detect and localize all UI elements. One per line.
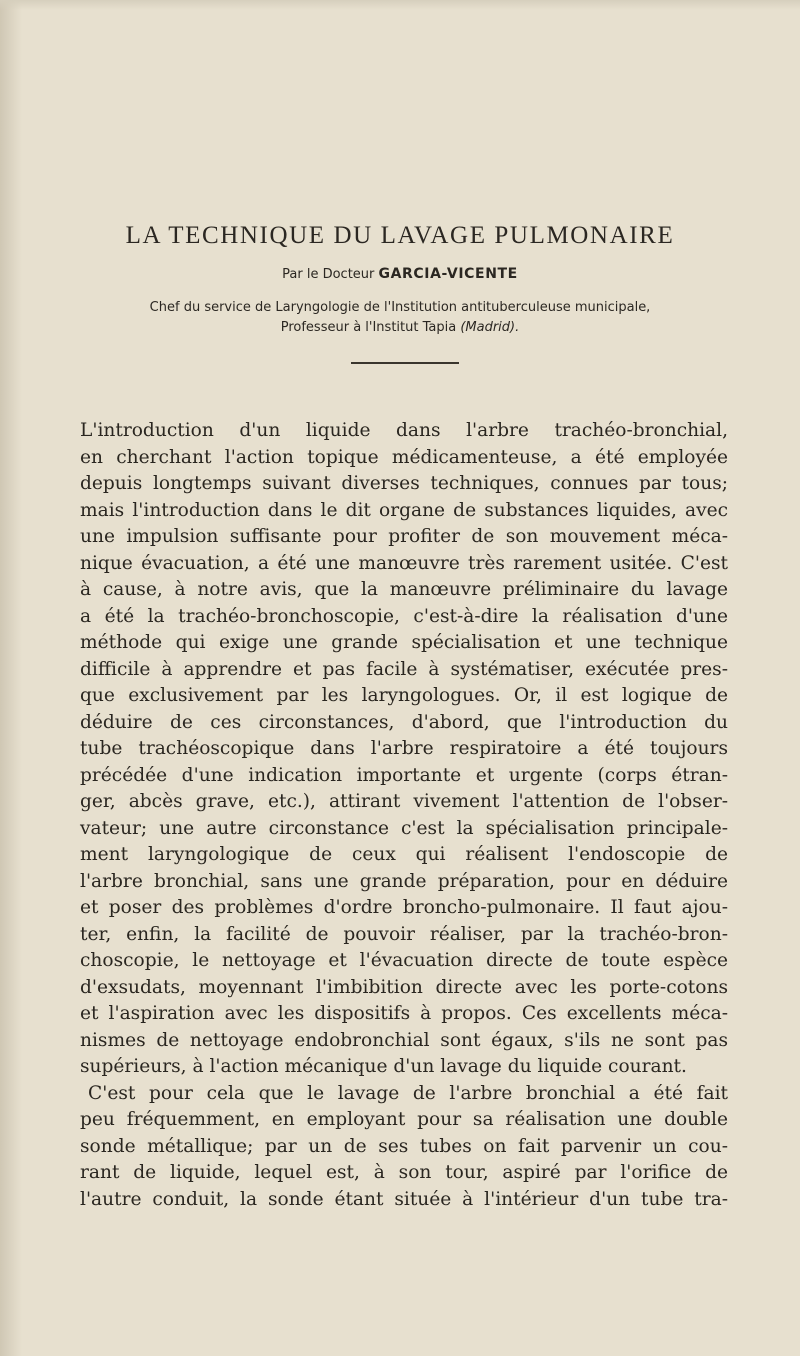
text-line: nique évacuation, a été une manœuvre très rarement usitée. C'est: [80, 552, 728, 574]
text-line: précédée d'une indication importante et urgente (corps étran-: [80, 764, 728, 786]
text-line: nismes de nettoyage endobronchial sont égaux, s'ils ne sont pas: [80, 1029, 728, 1051]
text-line: supérieurs, à l'action mécanique d'un lavage du liquide courant.: [80, 1056, 687, 1077]
text-line: ment laryngologique de ceux qui réalisent l'endoscopie de: [80, 844, 728, 865]
affiliation-place: (Madrid).: [460, 320, 520, 335]
text-line: depuis longtemps suivant diverses techniques, connues par tous;: [80, 473, 728, 494]
affiliation-institute: Professeur à l'Institut Tapia: [280, 320, 457, 335]
text-line: mais l'introduction dans le dit organe de substances liquides, avec: [80, 499, 728, 521]
text-line: à cause, à notre avis, que la manœuvre préliminaire du lavage: [80, 579, 728, 600]
text-line: sonde métallique; par un de ses tubes on fait parvenir un cou-: [80, 1135, 728, 1157]
affiliation-line-2: [0, 318, 800, 338]
text-line: L'introduction d'un liquide dans l'arbre trachéo-bronchial,: [80, 420, 728, 441]
title-divider: [351, 362, 459, 364]
article-title: LA TECHNIQUE DU LAVAGE PULMONAIRE: [125, 222, 675, 249]
text-line: que exclusivement par les laryngologues. Or, il est logique de: [80, 685, 728, 706]
text-line: difficile à apprendre et pas facile à systématiser, exécutée pres-: [80, 658, 728, 680]
byline: [0, 266, 800, 282]
text-line: a été la trachéo-bronchoscopie, c'est-à-dire la réalisation d'une: [80, 605, 728, 627]
author-affiliation: [0, 298, 800, 338]
author-name: GARCIA-VICENTE: [378, 266, 518, 282]
text-line: choscopie, le nettoyage et l'évacuation directe de toute espèce: [80, 950, 728, 971]
body-paragraphs: [80, 418, 728, 1213]
text-line: et poser des problèmes d'ordre broncho-pulmonaire. Il faut ajou-: [80, 897, 728, 918]
text-line: une impulsion suffisante pour profiter de son mouvement méca-: [80, 526, 728, 547]
text-line: C'est pour cela que le lavage de l'arbre bronchial a été fait: [88, 1082, 728, 1104]
byline-prefix: Par le Docteur: [282, 267, 375, 282]
text-line: vateur; une autre circonstance c'est la spécialisation principale-: [80, 817, 728, 839]
text-line: en cherchant l'action topique médicamenteuse, a été employée: [80, 446, 728, 468]
text-line: l'arbre bronchial, sans une grande préparation, pour en déduire: [80, 870, 728, 892]
text-line: et l'aspiration avec les dispositifs à propos. Ces excellents méca-: [80, 1003, 728, 1024]
text-line: déduire de ces circonstances, d'abord, que l'introduction du: [80, 711, 728, 733]
text-line: ger, abcès grave, etc.), attirant vivement l'attention de l'obser-: [80, 791, 728, 812]
text-line: méthode qui exige une grande spécialisation et une technique: [80, 632, 728, 653]
text-line: peu fréquemment, en employant pour sa réalisation une double: [80, 1109, 728, 1130]
affiliation-line-1: Chef du service de Laryngologie de l'Institution antituberculeuse municipale,: [149, 300, 651, 315]
text-line: ter, enfin, la facilité de pouvoir réaliser, par la trachéo-bron-: [80, 923, 728, 945]
text-line: l'autre conduit, la sonde étant située à l'intérieur d'un tube tra-: [80, 1188, 728, 1210]
text-line: rant de liquide, lequel est, à son tour, aspiré par l'orifice de: [80, 1162, 728, 1183]
text-line: tube trachéoscopique dans l'arbre respiratoire a été toujours: [80, 738, 728, 759]
text-line: d'exsudats, moyennant l'imbibition directe avec les porte-cotons: [80, 976, 728, 998]
